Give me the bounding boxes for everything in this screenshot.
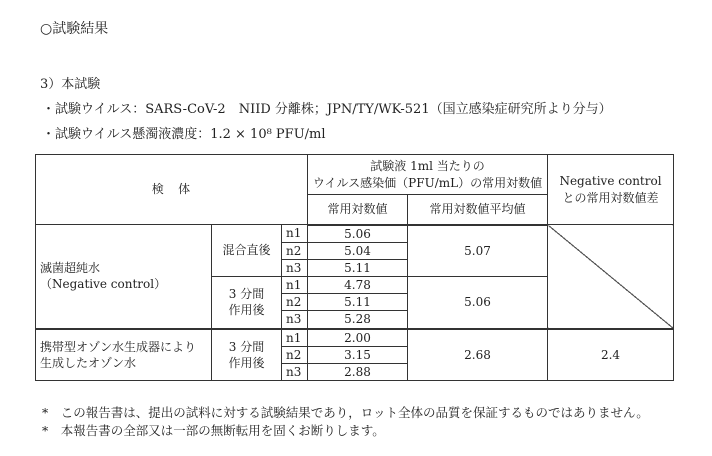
titer-header	[308, 155, 548, 195]
log-value-cell: 5.04	[308, 242, 408, 259]
condition-label	[212, 277, 282, 329]
results-table	[35, 154, 674, 381]
replicate-id: n1	[282, 329, 308, 347]
sample-name-line2: 生成したオゾン水	[40, 355, 137, 370]
sample-name-line1: 滅菌超純水	[40, 261, 101, 276]
log-value-header: 常用対数値	[308, 195, 408, 225]
replicate-id: n3	[282, 259, 308, 276]
negative-diff-header-line1: Negative control	[559, 174, 662, 189]
test-virus-line: ・試験ウイルス：SARS-CoV-2 NIID 分離株；JPN/TY/WK-521（国立感染症研究所より分与）	[42, 102, 612, 117]
log-value-cell: 5.06	[308, 225, 408, 243]
condition-label	[212, 225, 282, 277]
condition-label-line1: 混合直後	[222, 243, 271, 258]
negative-diff-header-line2: との常用対数値差	[562, 190, 659, 205]
log-average-cell: 5.06	[408, 277, 548, 329]
log-average-cell: 2.68	[408, 329, 548, 381]
log-average-cell: 5.07	[408, 225, 548, 277]
replicate-id: n1	[282, 225, 308, 243]
sample-header: 検 体	[36, 155, 308, 225]
replicate-id: n2	[282, 346, 308, 363]
footnote: * この報告書は、提出の試料に対する試験結果であり，ロット全体の品質を保証するものではありません。	[42, 405, 649, 420]
log-value-cell: 5.11	[308, 259, 408, 276]
virus-concentration-line: ・試験ウイルス懸濁液濃度：1.2 × 10⁸ PFU/ml	[42, 127, 326, 142]
sample-name-line1: 携帯型オゾン水生成器により	[40, 339, 197, 354]
titer-header-line2: ウイルス感染価（PFU/mL）の常用対数値	[312, 175, 543, 190]
condition-label-line2: 作用後	[228, 303, 265, 318]
condition-label-line2: 作用後	[228, 355, 265, 370]
condition-label-line1: 3 分間	[228, 287, 265, 302]
replicate-id: n2	[282, 294, 308, 311]
log-value-cell: 2.88	[308, 364, 408, 381]
replicate-id: n2	[282, 242, 308, 259]
diagonal-empty-cell	[548, 225, 674, 329]
sample-ozone-water	[36, 329, 212, 381]
log-difference-cell: 2.4	[548, 329, 674, 381]
log-value-cell: 5.11	[308, 294, 408, 311]
log-value-cell: 3.15	[308, 346, 408, 363]
log-value-cell: 5.28	[308, 311, 408, 329]
negative-diff-header	[548, 155, 674, 225]
sample-negative-control	[36, 225, 212, 329]
condition-label-line1: 3 分間	[228, 339, 265, 354]
section-title: 3）本試験	[40, 77, 101, 92]
replicate-id: n3	[282, 311, 308, 329]
page-heading: ○試験結果	[40, 21, 109, 37]
titer-header-line1: 試験液 1ml 当たりの	[370, 159, 485, 174]
replicate-id: n3	[282, 364, 308, 381]
replicate-id: n1	[282, 277, 308, 294]
sample-name-line2: （Negative control）	[40, 277, 167, 292]
log-average-header: 常用対数値平均値	[408, 195, 548, 225]
log-value-cell: 2.00	[308, 329, 408, 347]
log-value-cell: 4.78	[308, 277, 408, 294]
condition-label	[212, 329, 282, 381]
footnote: * 本報告書の全部又は一部の無断転用を固くお断りします。	[42, 423, 385, 438]
